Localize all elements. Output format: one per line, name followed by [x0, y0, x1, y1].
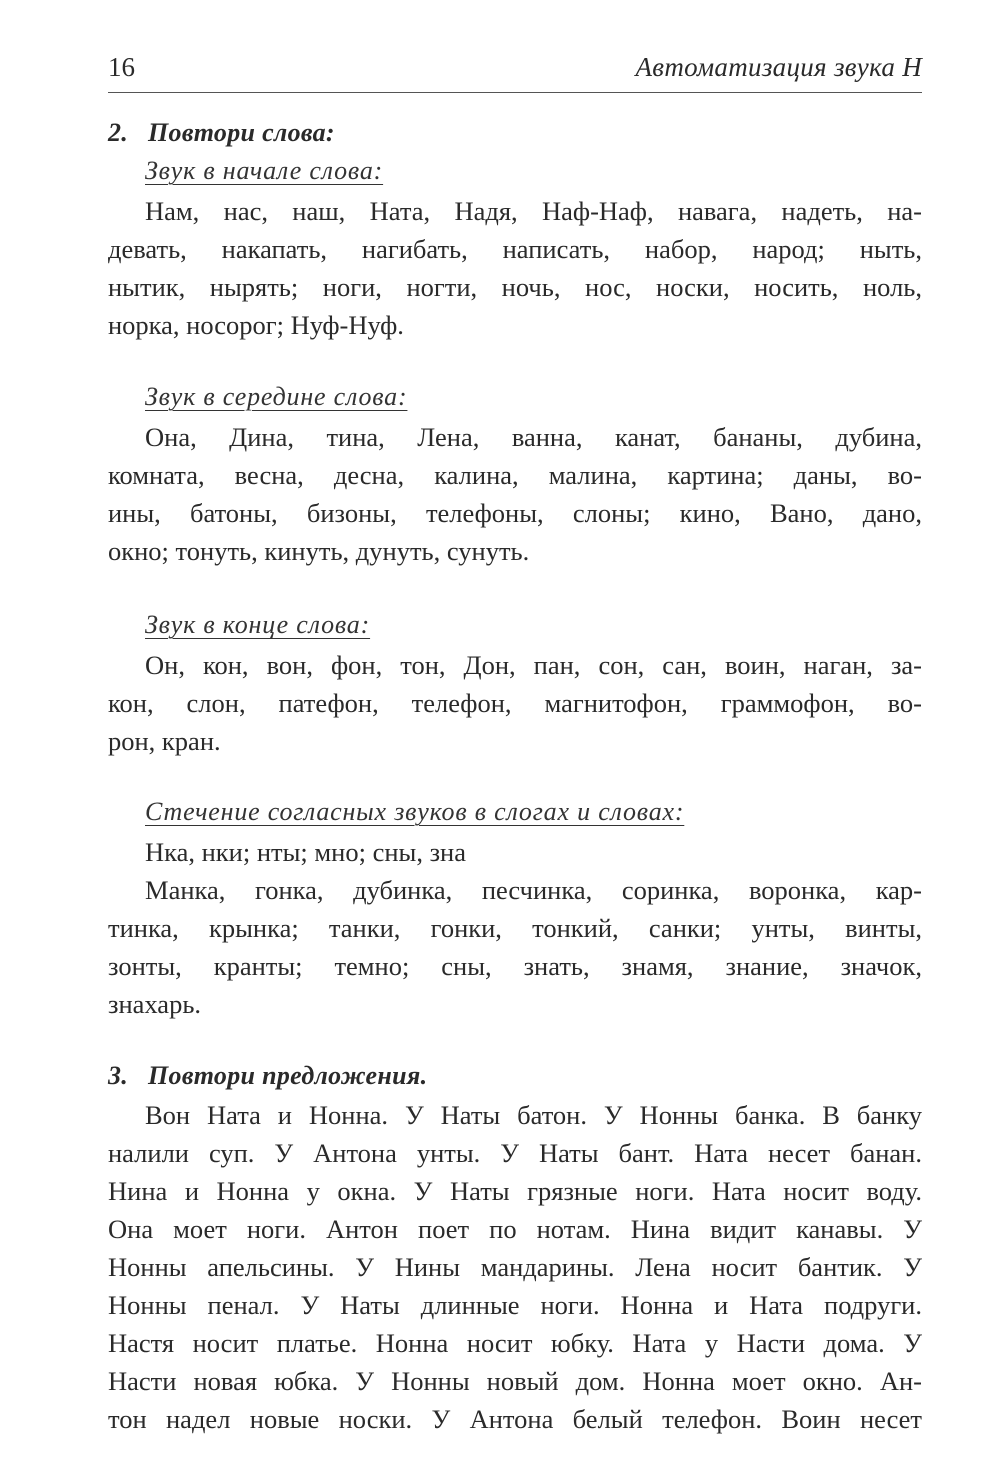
text-line: нытик, нырять; ноги, ногти, ночь, нос, носки, носить, ноль,: [108, 272, 922, 302]
text-line: рон, кран.: [108, 726, 221, 756]
text-line: тон надел новые носки. У Антона белый телефон. Воин несет: [108, 1404, 922, 1434]
paragraph-start-words: [108, 192, 922, 344]
subheading-middle: Звук в середине слова:: [145, 382, 408, 411]
text-line: тинка, крынка; танки, гонки, тонкий, санки; унты, винты,: [108, 913, 922, 943]
text-line: Манка, гонка, дубинка, песчинка, соринка, воронка, кар-: [145, 875, 922, 905]
paragraph-middle-words: [108, 418, 922, 570]
text-line: кон, слон, патефон, телефон, магнитофон, граммофон, во-: [108, 688, 922, 718]
text-line: Нонны пенал. У Наты длинные ноги. Нонна и Ната подруги.: [108, 1290, 922, 1320]
running-title: Автоматизация звука Н: [635, 52, 922, 82]
text-line: норка, носорог; Нуф-Нуф.: [108, 310, 404, 340]
paragraph-cluster-words: [108, 871, 922, 1023]
paragraph-cluster-syllables: [108, 833, 922, 871]
text-line: Она, Дина, тина, Лена, ванна, канат, бананы, дубина,: [145, 422, 922, 452]
text-line: Настя носит платье. Нонна носит юбку. Ната у Насти дома. У: [108, 1328, 922, 1358]
section-2-number: 2.: [108, 118, 129, 147]
page-header: [108, 52, 922, 93]
section-2-heading: Повтори слова:: [148, 118, 335, 147]
subheading-clusters: Стечение согласных звуков в слогах и словах:: [145, 797, 685, 826]
text-line: Насти новая юбка. У Нонны новый дом. Нонна моет окно. Ан-: [108, 1366, 922, 1396]
paragraph-sentences: [108, 1096, 922, 1438]
text-line: окно; тонуть, кинуть, дунуть, сунуть.: [108, 536, 530, 566]
text-line: налили суп. У Антона унты. У Наты бант. Ната несет банан.: [108, 1138, 922, 1168]
text-line: Нонны апельсины. У Нины мандарины. Лена носит бантик. У: [108, 1252, 922, 1282]
section-3-number: 3.: [108, 1061, 129, 1090]
section-3-title: [108, 1061, 427, 1091]
text-line: Нам, нас, наш, Ната, Надя, Наф-Наф, навага, надеть, на-: [145, 196, 922, 226]
subheading-start: Звук в начале слова:: [145, 156, 384, 185]
section-3-heading: Повтори предложения.: [148, 1061, 428, 1090]
text-line: зонты, кранты; темно; сны, знать, знамя, знание, значок,: [108, 951, 922, 981]
text-line: комната, весна, десна, калина, малина, картина; даны, во-: [108, 460, 922, 490]
text-line: знахарь.: [108, 989, 202, 1019]
section-2-title: [108, 118, 335, 148]
subheading-end: Звук в конце слова:: [145, 610, 371, 639]
text-line: Вон Ната и Нонна. У Наты батон. У Нонны банка. В банку: [145, 1100, 922, 1130]
paragraph-end-words: [108, 646, 922, 760]
text-line: Нина и Нонна у окна. У Наты грязные ноги. Ната носит воду.: [108, 1176, 922, 1206]
text-line: Он, кон, вон, фон, тон, Дон, пан, сон, сан, воин, наган, за-: [145, 650, 922, 680]
text-line: девать, накапать, нагибать, написать, набор, народ; ныть,: [108, 234, 922, 264]
text-line: ины, батоны, бизоны, телефоны, слоны; кино, Вано, дано,: [108, 498, 922, 528]
text-line: Она моет ноги. Антон поет по нотам. Нина видит канавы. У: [108, 1214, 922, 1244]
text-line: Нка, нки; нты; мно; сны, зна: [145, 837, 467, 867]
page-number: 16: [108, 52, 135, 82]
